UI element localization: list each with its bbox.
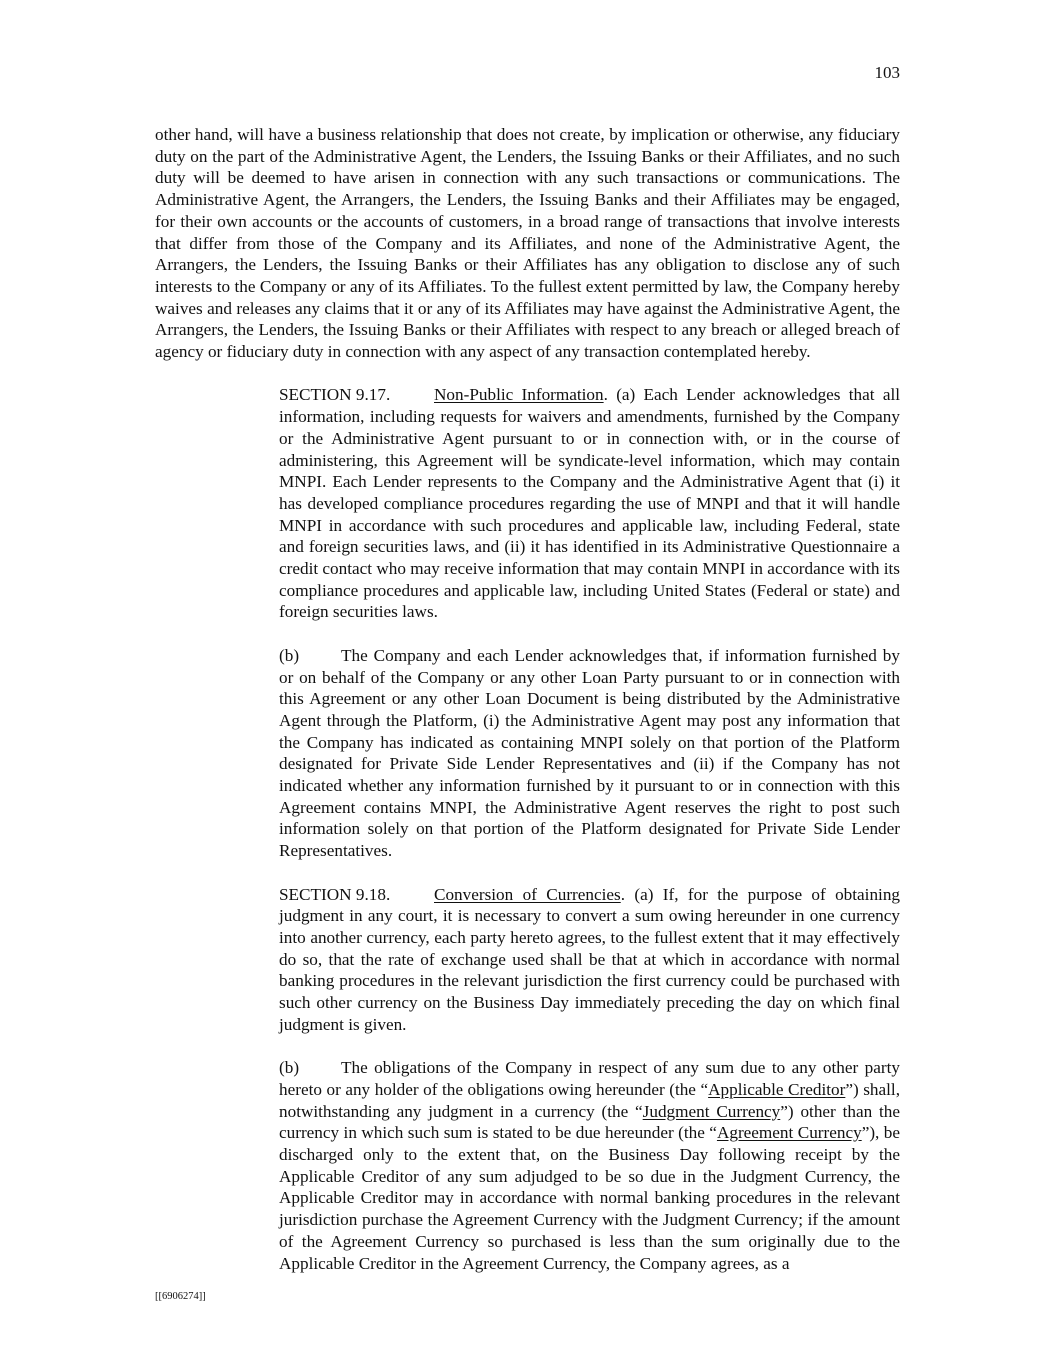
section-9-17-paragraph-b xyxy=(155,645,900,862)
section-9-17-text-b: The Company and each Lender acknowledges that, if information furnished by or on behalf of the Company or any other Loan Party pursuant to or in connection with this Agreement or any other Loan Document is being distributed by the Administrative Agent through the Platform, (i) the Administrative Agent may post any information that the Company has indicated as containing MNPI solely on that portion of the Platform designated for Private Side Lender Representatives and (ii) if the Company has not indicated whether any information furnished by it pursuant to or in connection with this Agreement contains MNPI, the Administrative Agent reserves the right to post such information solely on that portion of the Platform designated for Private Side Lender Representatives. xyxy=(279,645,900,861)
section-9-18-sub-b-label: (b) xyxy=(279,1058,300,1078)
term-agreement-currency: Agreement Currency xyxy=(716,1123,862,1143)
section-9-18-paragraph-b xyxy=(155,1057,900,1274)
section-9-17-paragraph-a xyxy=(155,384,900,623)
paragraph-intro: other hand, will have a business relationship that does not create, by implication or otherwise, any fiduciary duty on the part of the Administrative Agent, the Lenders, the Issuing Banks or their Affiliates, and no such duty will be deemed to have arisen in connection with any such transactions or communications. The Administrative Agent, the Arrangers, the Lenders, the Issuing Banks and their Affiliates may be engaged, for their own accounts or the accounts of customers, in a broad range of transactions that involve interests that differ from those of the Company and its Affiliates, and none of the Administrative Agent, the Arrangers, the Lenders, the Issuing Banks or their Affiliates has any obligation to disclose any of such interests to the Company or any of its Affiliates. To the fullest extent permitted by law, the Company hereby waives and releases any claims that it or any of its Affiliates may have against the Administrative Agent, the Arrangers, the Lenders, the Issuing Banks or their Affiliates with respect to any breach or alleged breach of agency or fiduciary duty in connection with any aspect of any transaction contemplated hereby. xyxy=(155,125,900,362)
document-footer-id: [[6906274]] xyxy=(155,1291,206,1302)
section-9-18-paragraph-a xyxy=(155,884,900,1036)
term-applicable-creditor: Applicable Creditor xyxy=(708,1079,846,1099)
section-9-17-sub-b-label: (b) xyxy=(279,645,300,665)
section-9-17-label: SECTION 9.17. xyxy=(279,385,391,405)
term-judgment-currency: Judgment Currency xyxy=(642,1101,781,1121)
section-9-18-text-a: . (a) If, for the purpose of obtaining judgment in any court, it is necessary to convert a sum owing hereunder in one currency into another currency, each party hereto agrees, to the fullest extent that it may effectively do so, that the rate of exchange used shall be that at which in accordance with normal banking procedures in the relevant jurisdiction the first currency could be purchased with such other currency on the Business Day immediately preceding the day on which final judgment is given. xyxy=(279,884,901,1034)
section-9-18-text-b-4: ”), be discharged only to the extent that, on the Business Day following receipt by the Applicable Creditor of any sum adjudged to be so due in the Judgment Currency, the Applicable Creditor may in accordance with normal banking procedures in the relevant jurisdiction purchase the Agreement Currency with the Judgment Currency; if the amount of the Agreement Currency so purchased is less than the sum originally due to the Applicable Creditor in the Agreement Currency, the Company agrees, as a xyxy=(279,1123,900,1273)
page-number: 103 xyxy=(874,63,900,82)
document-body xyxy=(155,124,900,1296)
section-9-17-text-a: . (a) Each Lender acknowledges that all information, including requests for waivers and amendments, furnished by the Company or the Administrative Agent pursuant to or in connection with, or in the course of administering, this Agreement will be syndicate-level information, which may contain MNPI. Each Lender represents to the Company and the Administrative Agent that (i) it has developed compliance procedures regarding the use of MNPI and that it will handle MNPI in accordance with such procedures and applicable law, including Federal, state and foreign securities laws, and (ii) it has identified in its Administrative Questionnaire a credit contact who may receive information that may contain MNPI in accordance with its compliance procedures and applicable law, including United States (Federal or state) and foreign securities laws. xyxy=(279,385,901,622)
section-9-18-title: Conversion of Currencies xyxy=(434,884,621,904)
section-9-17-title: Non-Public Information xyxy=(434,385,604,405)
section-9-18-text-b-2: ”) shall, notwithstanding any judgment in a currency (the “ xyxy=(279,1079,900,1121)
section-9-18-text-b-1: The obligations of the Company in respect of any sum due to any other party hereto or any holder of the obligations owing hereunder (the “ xyxy=(279,1058,900,1099)
section-9-18-text-b-3: ”) other than the currency in which such sum is stated to be due hereunder (the “ xyxy=(279,1101,900,1143)
section-9-18-label: SECTION 9.18. xyxy=(279,884,391,904)
